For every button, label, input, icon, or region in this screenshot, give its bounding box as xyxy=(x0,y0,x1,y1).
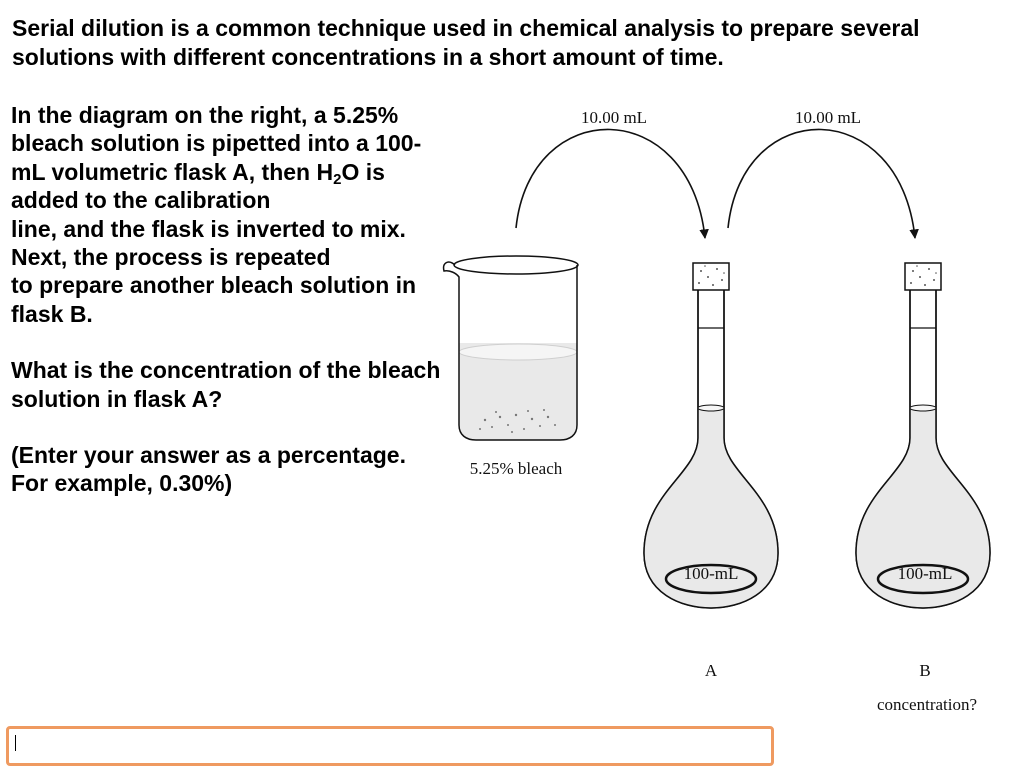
diagram-description xyxy=(11,101,441,328)
description-part-1: In the diagram on the right, a 5.25% bleach solution is pipetted into a 100-mL volumetric flask A, then H xyxy=(11,102,422,185)
beaker xyxy=(444,256,578,440)
question-prompt: What is the concentration of the bleach solution in flask A? xyxy=(11,357,441,412)
flask-b-concentration-note: concentration? xyxy=(876,695,978,714)
answer-instructions: (Enter your answer as a percentage. For example, 0.30%) xyxy=(11,442,406,497)
intro-paragraph: Serial dilution is a common technique used in chemical analysis to prepare several solutions with different concentrations in a short amount of time. xyxy=(12,15,920,70)
description-part-2: O is added to the calibration xyxy=(11,158,385,214)
volumetric-flask-b xyxy=(856,263,990,608)
volumetric-flask-a xyxy=(644,263,778,608)
beaker-label: 5.25% bleach xyxy=(469,459,563,478)
transfer-arrow-2 xyxy=(728,129,915,238)
flask-a-name: A xyxy=(704,661,718,680)
transfer-volume-label-2: 10.00 mL xyxy=(794,108,862,127)
serial-dilution-diagram xyxy=(430,95,1024,725)
flask-b-name: B xyxy=(919,661,931,680)
flask-b-volume-label: 100-mL xyxy=(897,564,953,583)
transfer-arrow-1 xyxy=(516,129,705,238)
answer-input[interactable] xyxy=(6,726,774,766)
question-text xyxy=(11,101,441,498)
transfer-volume-label-1: 10.00 mL xyxy=(580,108,648,127)
description-part-3: line, and the flask is inverted to mix. Next, the process is repeated xyxy=(11,215,406,271)
flask-a-volume-label: 100-mL xyxy=(683,564,739,583)
text-caret xyxy=(15,735,16,751)
water-subscript: 2 xyxy=(333,170,342,188)
description-part-4: to prepare another bleach solution in flask B. xyxy=(11,272,417,327)
